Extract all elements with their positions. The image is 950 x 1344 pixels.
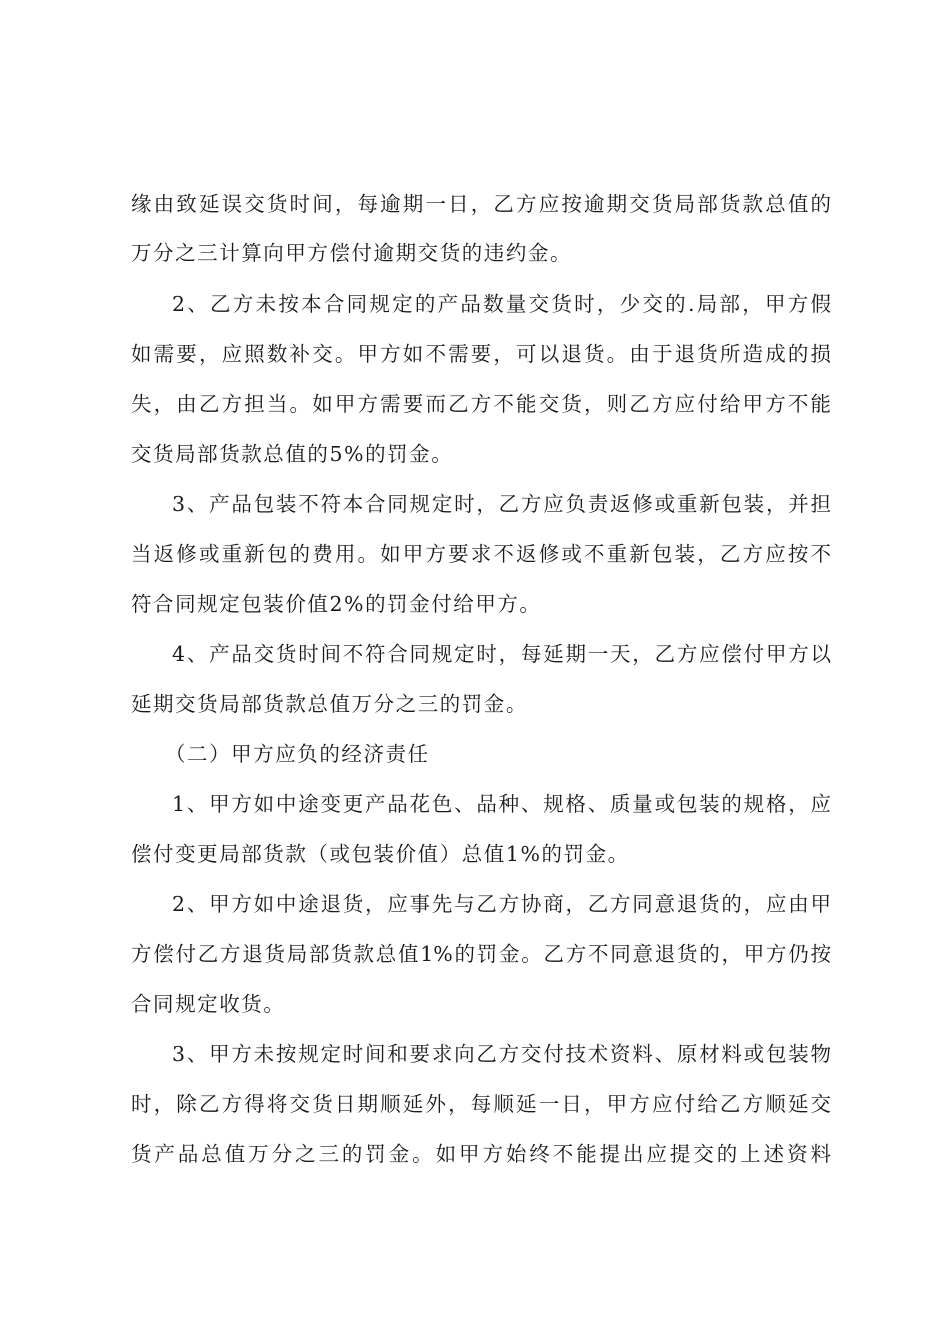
text-line: 1、甲方如中途变更产品花色、品种、规格、质量或包装的规格，应 — [172, 792, 831, 816]
text-line: 4、产品交货时间不符合同规定时，每延期一天，乙方应偿付甲方以 — [172, 642, 831, 666]
text-line: 交货局部货款总值的5%的罚金。 — [131, 442, 454, 466]
text-line: 延期交货局部货款总值万分之三的罚金。 — [131, 692, 528, 716]
text-line: 2、乙方未按本合同规定的产品数量交货时，少交的.局部，甲方假 — [172, 292, 831, 316]
text-line: 偿付变更局部货款（或包装价值）总值1%的罚金。 — [131, 842, 630, 866]
text-line: 失，由乙方担当。如甲方需要而乙方不能交货，则乙方应付给甲方不能 — [131, 392, 831, 416]
section-heading: （二）甲方应负的经济责任 — [165, 742, 430, 766]
text-line: 3、甲方未按规定时间和要求向乙方交付技术资料、原材料或包装物 — [172, 1042, 831, 1066]
text-line: 2、甲方如中途退货，应事先与乙方协商，乙方同意退货的，应由甲 — [172, 892, 831, 916]
text-line: 符合同规定包装价值2%的罚金付给甲方。 — [131, 592, 542, 616]
text-line: 当返修或重新包的费用。如甲方要求不返修或不重新包装，乙方应按不 — [131, 542, 831, 566]
text-line: 缘由致延误交货时间，每逾期一日，乙方应按逾期交货局部货款总值的 — [131, 192, 831, 216]
text-line: 如需要，应照数补交。甲方如不需要，可以退货。由于退货所造成的损 — [131, 342, 831, 366]
text-line: 3、产品包装不符本合同规定时，乙方应负责返修或重新包装，并担 — [172, 492, 831, 516]
text-line: 货产品总值万分之三的罚金。如甲方始终不能提出应提交的上述资料 — [131, 1142, 831, 1166]
text-line: 时，除乙方得将交货日期顺延外，每顺延一日，甲方应付给乙方顺延交 — [131, 1092, 831, 1116]
text-line: 万分之三计算向甲方偿付逾期交货的违约金。 — [131, 241, 572, 265]
text-line: 合同规定收货。 — [131, 992, 286, 1016]
text-line: 方偿付乙方退货局部货款总值1%的罚金。乙方不同意退货的，甲方仍按 — [131, 942, 831, 966]
